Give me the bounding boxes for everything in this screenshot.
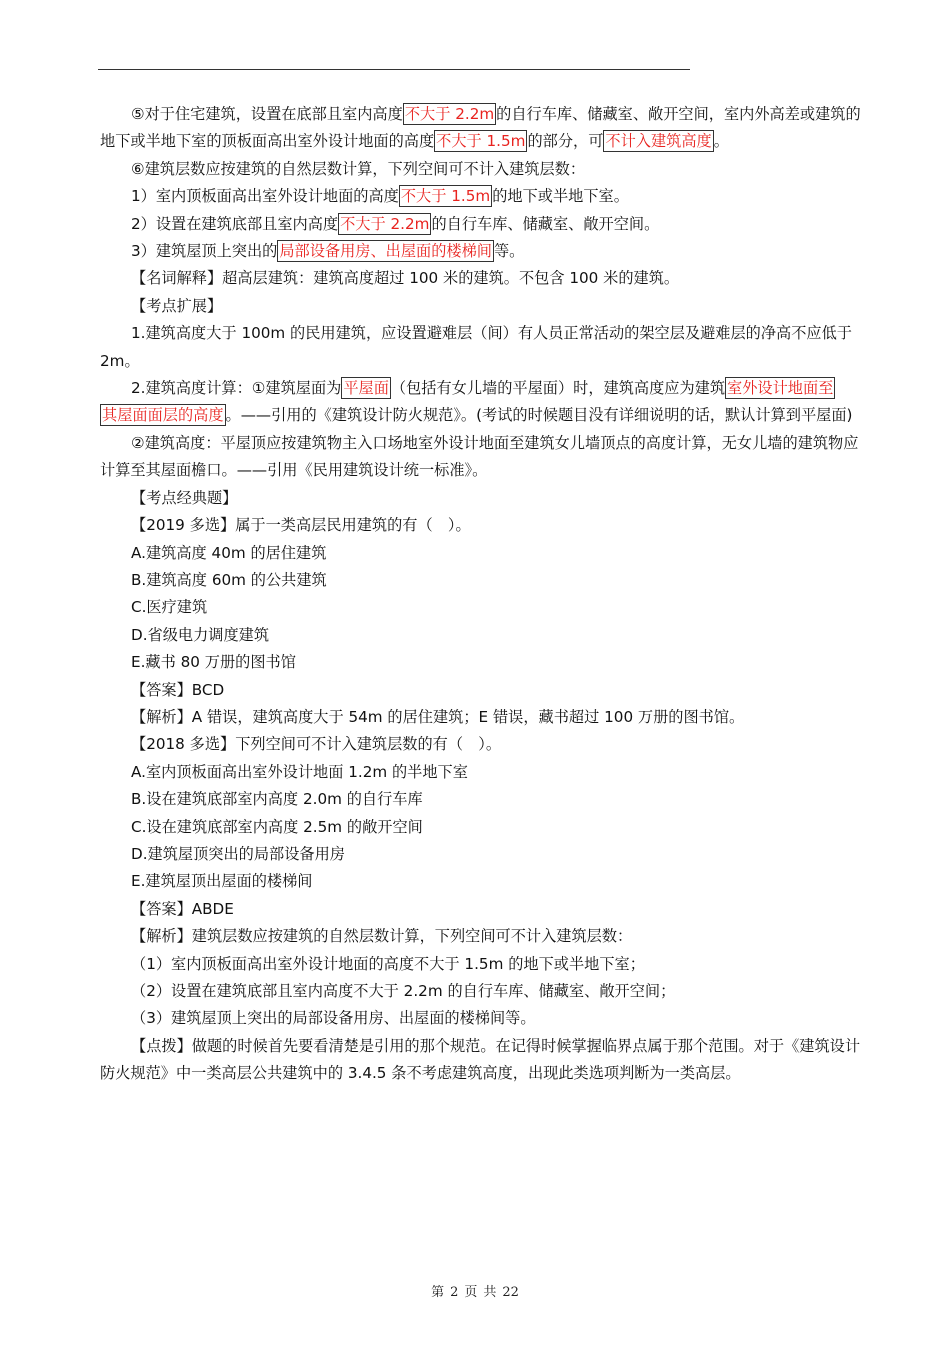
expand-point-2 xyxy=(100,375,872,430)
q2-analysis-3: （3）建筑屋顶上突出的局部设备用房、出屋面的楼梯间等。 xyxy=(131,1009,536,1028)
para-6-item-2 xyxy=(100,211,872,238)
q2-analysis-2: （2）设置在建筑底部且室内高度不大于 2.2m 的自行车库、储藏室、敞开空间； xyxy=(131,982,676,1000)
item-text: 1）室内顶板面高出室外设计地面的高度 xyxy=(131,187,399,206)
expand-title: 【考点扩展】 xyxy=(131,296,223,315)
glossary: 【名词解释】超高层建筑：建筑高度超过 100 米的建筑。不包含 100 米的建筑。 xyxy=(131,269,680,288)
highlight-box: 不大于 1.5m xyxy=(436,132,526,151)
item-text: 2.建筑高度计算：①建筑屋面为 xyxy=(131,379,342,398)
para-5-text-2: 的自行车库、储藏室、敞开空间，室内外高差或建筑的地下或半地下室的顶板面高出室外设计地面的高度 xyxy=(100,105,861,151)
item-text: 的地下或半地下室。 xyxy=(492,187,629,206)
para-5-text-1: ⑤对于住宅建筑，设置在底部且室内高度 xyxy=(131,105,403,123)
item-text: 2）设置在建筑底部且室内高度 xyxy=(131,214,339,233)
q1-option-a: A.建筑高度 40m 的居住建筑 xyxy=(131,543,327,562)
highlight-box: 局部设备用房、出屋面的楼梯间 xyxy=(279,242,492,261)
page-total: 22 xyxy=(502,1285,519,1300)
para-5-text-3: 的部分，可 xyxy=(527,132,604,151)
item-text: 。——引用的《建筑设计防火规范》。(考试的时候题目没有详细说明的话，默认计算到平屋面) xyxy=(225,406,853,425)
q2-option-c: C.设在建筑底部室内高度 2.5m 的敞开空间 xyxy=(131,817,423,836)
q2-option-a: A.室内顶板面高出室外设计地面 1.2m 的半地下室 xyxy=(131,762,468,781)
item-text: 的自行车库、储藏室、敞开空间。 xyxy=(431,214,660,233)
q2-analysis-1: （1）室内顶板面高出室外设计地面的高度不大于 1.5m 的地下或半地下室； xyxy=(131,954,645,973)
classic-title: 【考点经典题】 xyxy=(131,488,238,507)
document-body xyxy=(100,101,872,1088)
highlight-box: 不大于 2.2m xyxy=(340,214,430,233)
q2-option-b: B.设在建筑底部室内高度 2.0m 的自行车库 xyxy=(131,790,423,809)
para-5-text-4: 。 xyxy=(713,132,729,151)
expand-point-1: 1.建筑高度大于 100m 的民用建筑，应设置避难层（间）有人员正常活动的架空层及避难层的净高不应低于 2m。 xyxy=(100,324,852,370)
highlight-box: 不大于 2.2m xyxy=(404,105,495,123)
q1-option-c: C.医疗建筑 xyxy=(131,598,208,617)
footer-gong: 共 xyxy=(483,1285,497,1300)
para-6-item-3 xyxy=(100,238,872,265)
q2-stem: 【2018 多选】下列空间可不计入建筑层数的有（ ）。 xyxy=(131,735,502,754)
highlight-box: 平屋面 xyxy=(343,379,389,398)
q1-answer: 【答案】BCD xyxy=(131,680,225,699)
q1-stem: 【2019 多选】属于一类高层民用建筑的有（ ）。 xyxy=(131,516,471,535)
highlight-box: 其屋面面层的高度 xyxy=(102,406,224,425)
para-5 xyxy=(100,101,872,156)
expand-point-3: ②建筑高度：平屋顶应按建筑物主入口场地室外设计地面至建筑女儿墙顶点的高度计算，无女儿墙的建筑物应计算至其屋面檐口。——引用《民用建筑设计统一标准》。 xyxy=(100,433,859,480)
q2-answer: 【答案】ABDE xyxy=(131,899,234,918)
q1-option-b: B.建筑高度 60m 的公共建筑 xyxy=(131,570,327,589)
item-text: （包括有女儿墙的平屋面）时，建筑高度应为建筑 xyxy=(390,379,726,398)
header-rule xyxy=(98,69,690,70)
para-6-intro: ⑥建筑层数应按建筑的自然层数计算，下列空间可不计入建筑层数： xyxy=(131,159,586,178)
footer-di: 第 xyxy=(431,1285,445,1300)
q2-analysis-intro: 【解析】建筑层数应按建筑的自然层数计算，下列空间可不计入建筑层数： xyxy=(131,927,633,946)
page-footer xyxy=(0,1281,950,1300)
item-text: 等。 xyxy=(493,242,525,261)
para-6-item-1 xyxy=(100,183,872,210)
q1-option-e: E.藏书 80 万册的图书馆 xyxy=(131,653,296,672)
highlight-box: 不计入建筑高度 xyxy=(605,132,712,151)
q2-option-e: E.建筑屋顶出屋面的楼梯间 xyxy=(131,872,313,891)
page-number: 2 xyxy=(450,1285,459,1300)
q1-option-d: D.省级电力调度建筑 xyxy=(131,625,270,644)
footer-ye: 页 xyxy=(464,1285,478,1300)
tip: 【点拨】做题的时候首先要看清楚是引用的那个规范。在记得时候掌握临界点属于那个范围。对于《建筑设计防火规范》中一类高层公共建筑中的 3.4.5 条不考虑建筑高度，出现此类选项判断为一类高层。 xyxy=(100,1036,860,1083)
item-text: 3）建筑屋顶上突出的 xyxy=(131,242,278,261)
q2-option-d: D.建筑屋顶突出的局部设备用房 xyxy=(131,844,345,863)
highlight-box: 不大于 1.5m xyxy=(400,187,491,206)
q1-analysis: 【解析】A 错误，建筑高度大于 54m 的居住建筑；E 错误，藏书超过 100 万册的图书馆。 xyxy=(131,707,745,726)
highlight-box: 室外设计地面至 xyxy=(727,379,834,398)
